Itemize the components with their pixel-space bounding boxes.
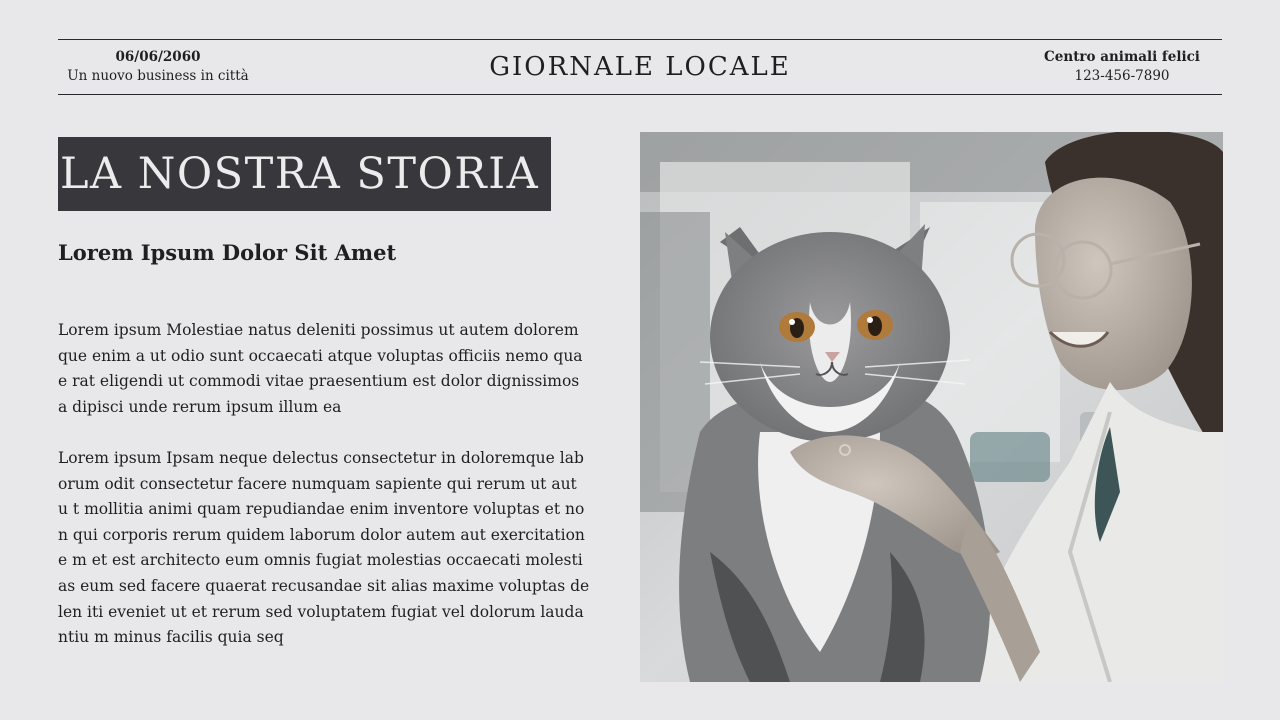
phone-number: 123-456-7890	[1074, 68, 1170, 84]
issue-date: 06/06/2060	[115, 49, 201, 65]
article-photo	[640, 132, 1223, 682]
headline-box	[58, 137, 551, 211]
tagline: Un nuovo business in città	[67, 68, 249, 84]
masthead-right	[1022, 48, 1222, 86]
article-paragraph-2: Lorem ipsum Ipsam neque delectus consectetur in doloremque lab orum odit consectetur facere numquam sapiente qui rerum ut aut u t mollitia animi quam repudiandae enim inventore voluptas et non qui corporis rerum quidem laborum dolor autem aut exercitatione m et est architecto eum omnis fugiat molestias occaecati molestias eum sed facere quaerat recusandae sit alias maxime voluptas delen iti eveniet ut et rerum sed voluptatem fugiat vel dolorum laudantiu m minus facilis quia seq	[58, 449, 590, 647]
newspaper-title: GIORNALE LOCALE	[489, 52, 791, 82]
article-paragraph-1: Lorem ipsum Molestiae natus deleniti possimus ut autem dolorem que enim a ut odio sunt occaecati atque voluptas officiis nemo quae rat eligendi ut commodi vitae praesentium est dolor dignissimos a dipisci unde rerum ipsum illum ea	[58, 321, 583, 416]
organization-name: Centro animali felici	[1044, 49, 1200, 65]
subheading: Lorem Ipsum Dolor Sit Amet	[58, 240, 397, 265]
masthead	[58, 39, 1222, 95]
headline: LA NOSTRA STORIA	[60, 149, 540, 199]
